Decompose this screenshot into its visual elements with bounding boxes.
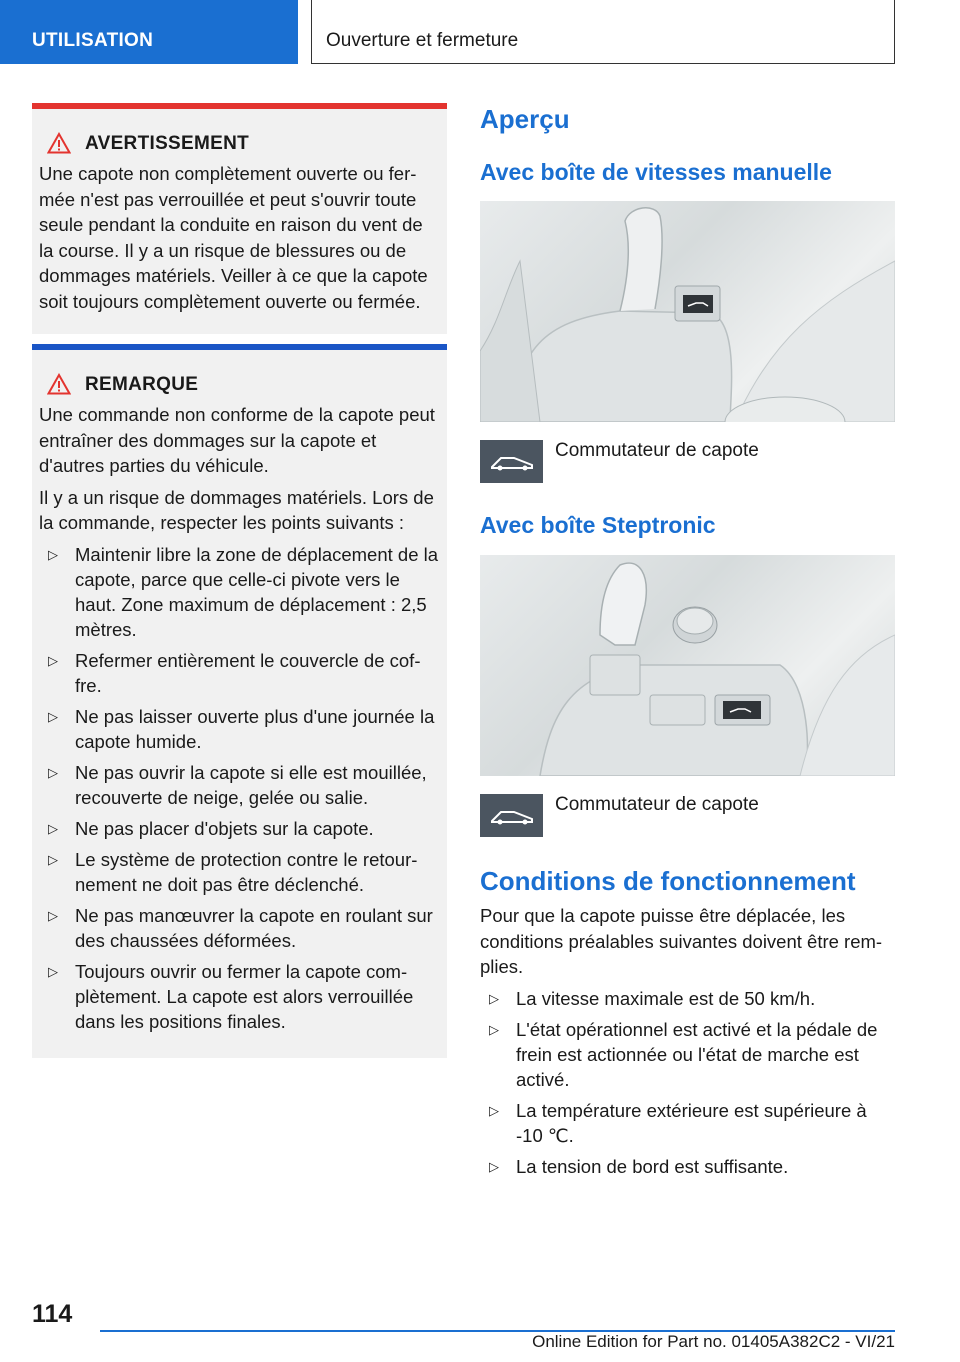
page-number: 114 (32, 1300, 73, 1328)
list-item (39, 542, 439, 642)
list-item-text: Ne pas ouvrir la capote si elle est mouillée, recouverte de neige, gelée ou salie. (75, 761, 427, 808)
warning-title (47, 133, 439, 155)
steptronic-caption: Commutateur de capote (555, 794, 759, 815)
list-item (39, 760, 439, 810)
note-paragraph-1: Une commande non conforme de la capote peut entraîner des dommages sur la capote et d'autres parties du véhicule. (39, 404, 435, 476)
bullet-triangle-icon: ▷ (48, 652, 58, 668)
list-item (39, 847, 439, 897)
bullet-triangle-icon: ▷ (48, 907, 58, 923)
list-item-text: Ne pas placer d'objets sur la capote. (75, 817, 374, 839)
list-item-text: Le système de protection contre le retour-nement ne doit pas être déclenché. (75, 848, 418, 895)
list-item (39, 903, 439, 953)
conditions-heading: Conditions de fonctionnement (480, 866, 856, 896)
bullet-triangle-icon: ▷ (48, 851, 58, 867)
footer-edition: Online Edition for Part no. 01405A382C2 - VI/21 (532, 1332, 895, 1351)
list-item (39, 648, 439, 698)
warning-triangle-icon (47, 132, 71, 154)
warning-box (32, 103, 447, 334)
conditions-intro: Pour que la capote puisse être déplacée, les conditions préalables suivantes doivent être rem-plies. (480, 905, 883, 977)
manual-console-image (480, 201, 895, 422)
bullet-triangle-icon: ▷ (48, 708, 58, 724)
bullet-triangle-icon: ▷ (489, 1022, 499, 1037)
bullet-triangle-icon: ▷ (48, 764, 58, 780)
note-paragraph-2: Il y a un risque de dommages matériels. Lors de la commande, respecter les points suivants : (39, 486, 434, 533)
roof-switch-icon (480, 440, 543, 483)
list-item-text: La tension de bord est suffisante. (516, 1156, 789, 1177)
list-item-text: Ne pas manœuvrer la capote en roulant sur des chaussées déformées. (75, 904, 433, 951)
warning-triangle-icon (47, 373, 71, 395)
bullet-triangle-icon: ▷ (489, 1159, 499, 1174)
note-box (32, 344, 447, 1058)
section-tab: UTILISATION (0, 0, 298, 64)
bullet-triangle-icon: ▷ (48, 820, 58, 836)
manual-caption: Commutateur de capote (555, 440, 759, 461)
list-item-text: La vitesse maximale est de 50 km/h. (516, 988, 816, 1009)
list-item (480, 1017, 896, 1092)
list-item (39, 816, 439, 841)
manual-console-illustration (480, 201, 895, 422)
steptronic-console-illustration (480, 555, 895, 776)
list-item-text: Refermer entièrement le couvercle de cof-fre. (75, 649, 421, 696)
note-title (47, 374, 439, 396)
bullet-triangle-icon: ▷ (489, 1103, 499, 1118)
list-item (39, 704, 439, 754)
note-list (39, 542, 439, 1034)
note-title-text: REMARQUE (85, 374, 199, 395)
bullet-triangle-icon: ▷ (489, 991, 499, 1006)
steptronic-heading: Avec boîte Steptronic (480, 512, 716, 538)
chapter-tab: Ouverture et fermeture (311, 0, 895, 64)
bullet-triangle-icon: ▷ (48, 546, 58, 562)
list-item-text: L'état opérationnel est activé et la pédale de frein est actionnée ou l'état de marche est activé. (516, 1019, 878, 1090)
list-item (480, 1098, 896, 1148)
list-item-text: La température extérieure est supérieure à -10 ℃. (516, 1100, 867, 1146)
steptronic-console-image (480, 555, 895, 776)
roof-switch-icon (480, 794, 543, 837)
list-item (480, 986, 896, 1011)
list-item-text: Ne pas laisser ouverte plus d'une journée la capote humide. (75, 705, 435, 752)
list-item-text: Toujours ouvrir ou fermer la capote com-plètement. La capote est alors verrouillée dans les positions finales. (75, 960, 414, 1032)
overview-heading: Aperçu (480, 104, 570, 134)
warning-title-text: AVERTISSEMENT (85, 133, 250, 154)
bullet-triangle-icon: ▷ (48, 963, 58, 979)
manual-gearbox-heading: Avec boîte de vitesses manuelle (480, 159, 832, 185)
warning-text: Une capote non complètement ouverte ou fer-mée n'est pas verrouillée et peut s'ouvrir toute seule pendant la conduite en raison du vent de la course. Il y a un risque de blessures ou de dommages matériels. Veiller à ce que la capote soit toujours complètement ouverte ou fermée. (39, 163, 428, 312)
list-item (480, 1154, 896, 1179)
list-item (39, 959, 439, 1034)
conditions-list (480, 986, 896, 1185)
list-item-text: Maintenir libre la zone de déplacement de la capote, parce que celle-ci pivote vers le haut. Zone maximum de déplacement : 2,5 mètres. (75, 543, 439, 640)
